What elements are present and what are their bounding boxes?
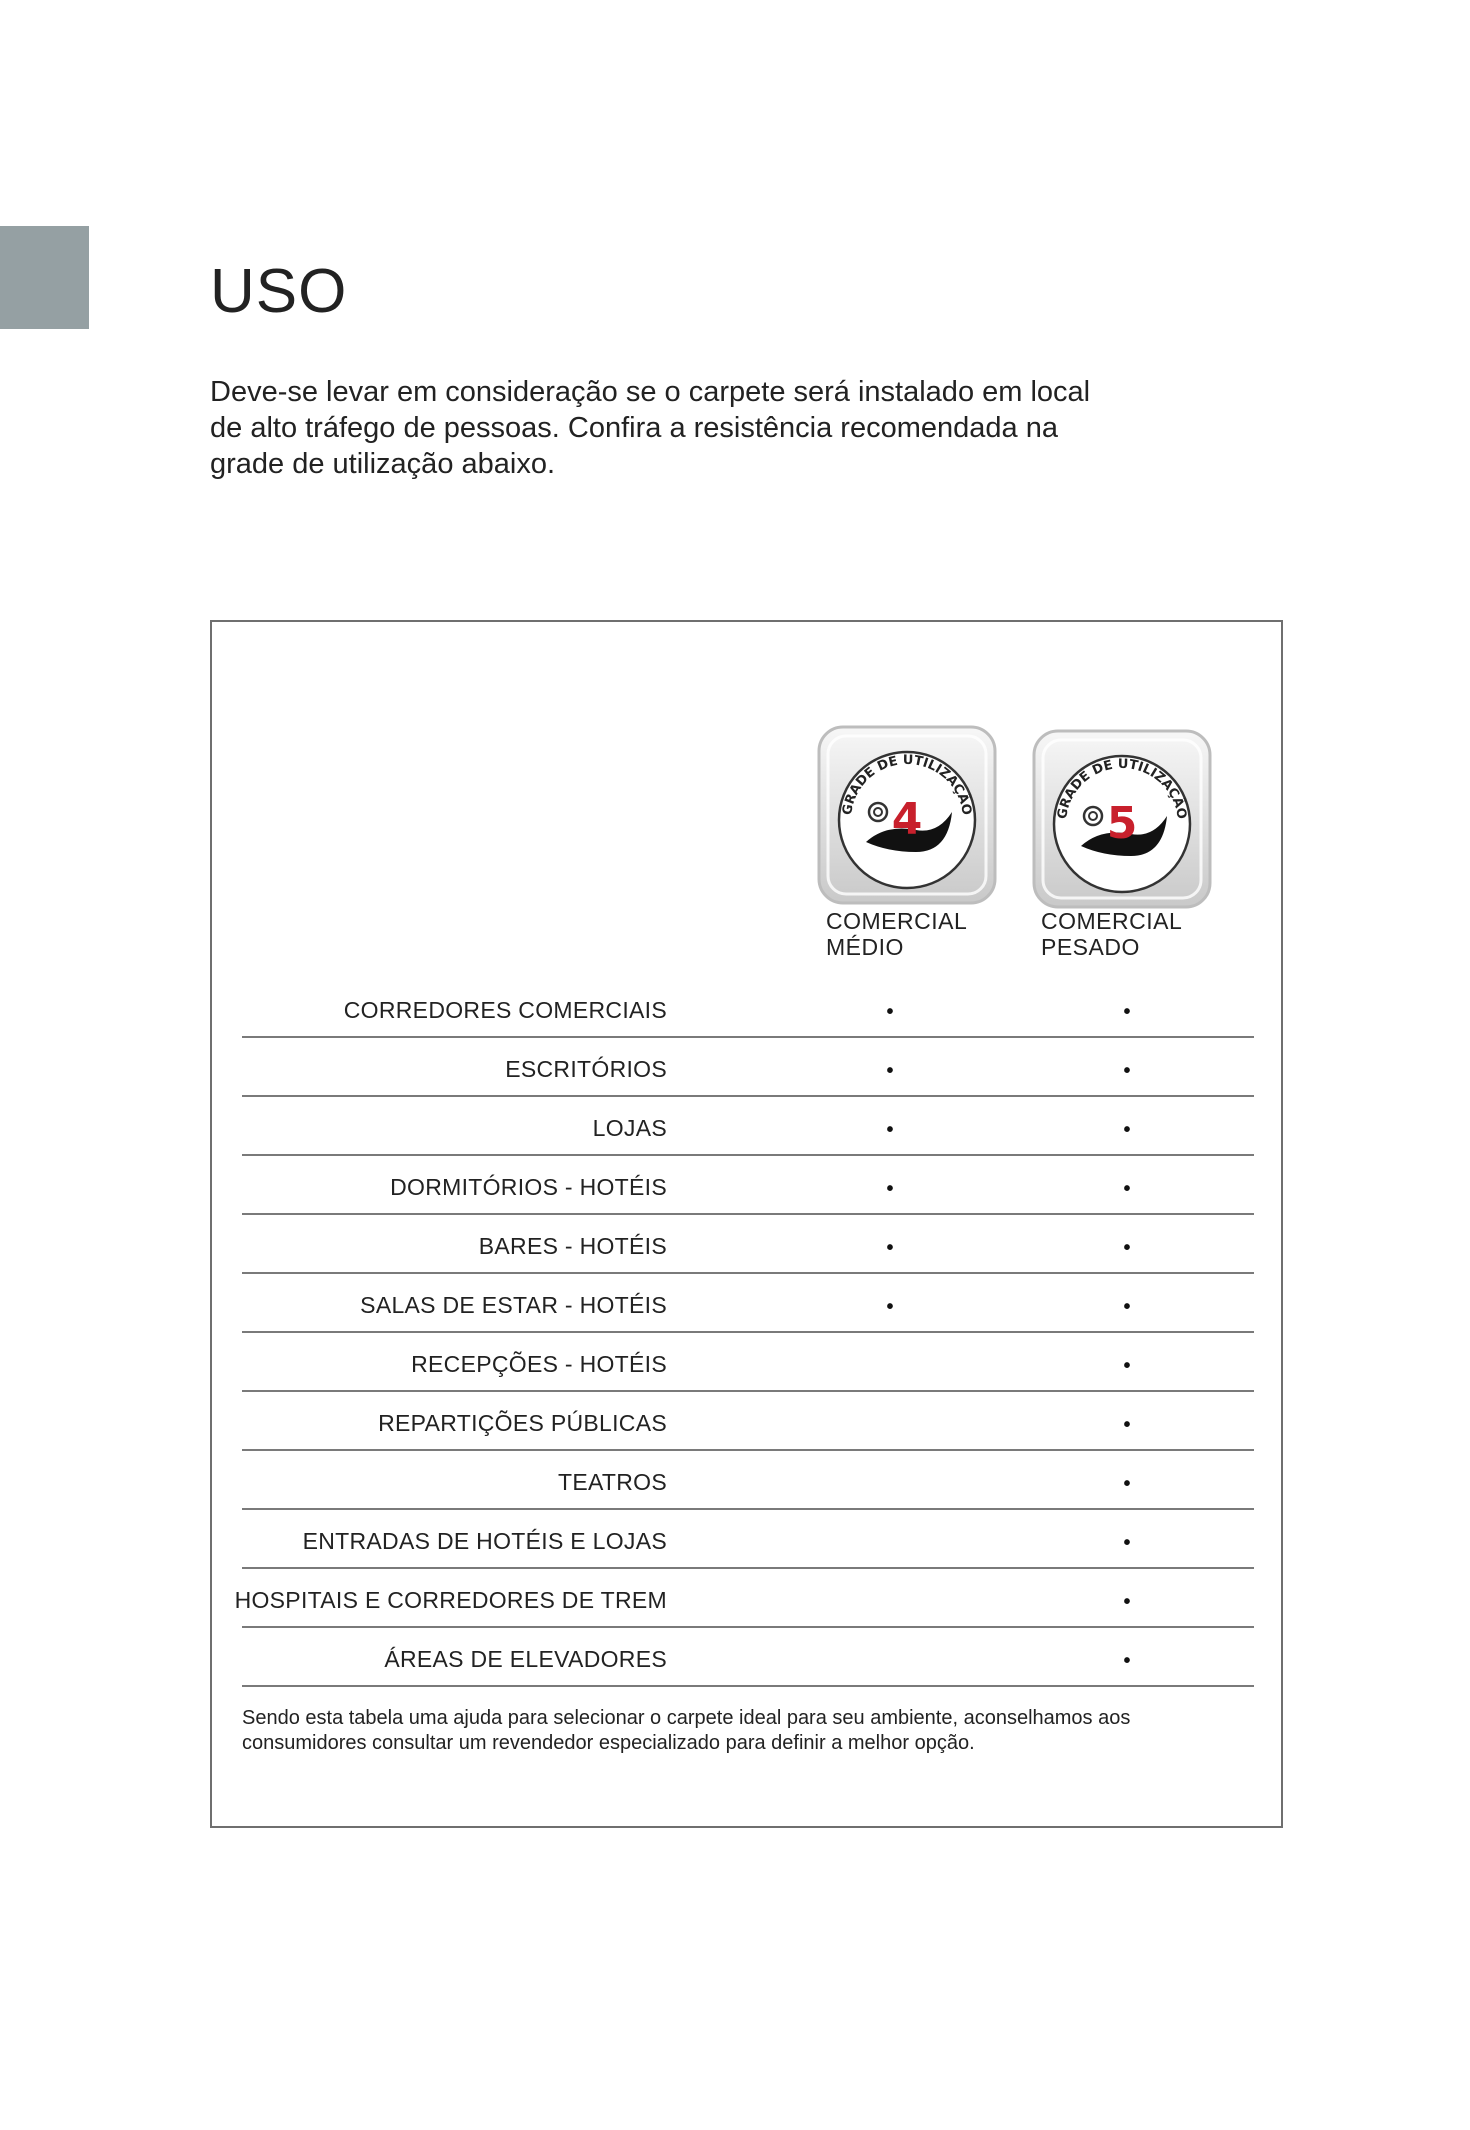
pesado-bullet: • [1123, 1119, 1131, 1141]
column-header-line2: PESADO [1041, 934, 1140, 960]
row-label: TEATROS [557, 1469, 667, 1495]
column-header-line1: COMERCIAL [826, 908, 968, 934]
row-label: ÁREAS DE ELEVADORES [384, 1646, 667, 1672]
table-row [242, 1451, 1254, 1510]
pesado-bullet: • [1123, 1414, 1131, 1436]
pesado-bullet: • [1123, 1178, 1131, 1200]
table-row [242, 1333, 1254, 1392]
pesado-bullet: • [1123, 1296, 1131, 1318]
badge-5-number: 5 [1106, 798, 1138, 849]
usage-table [234, 979, 1254, 1687]
row-label: BARES - HOTÉIS [478, 1233, 667, 1259]
pesado-bullet: • [1123, 1355, 1131, 1377]
column-header-comercial-medio [826, 908, 967, 960]
medio-bullet: • [886, 1060, 894, 1082]
pesado-bullet: • [1123, 1060, 1131, 1082]
medio-bullet: • [886, 1119, 894, 1141]
row-label: DORMITÓRIOS - HOTÉIS [390, 1174, 667, 1200]
intro-paragraph: Deve-se levar em consideração se o carpete será instalado em local de alto tráfego de pessoas. Confira a resistência recomendada na grade de utilização abaixo. [210, 376, 1091, 480]
row-label: CORREDORES COMERCIAIS [343, 997, 667, 1023]
table-row [242, 1628, 1254, 1687]
table-row [242, 1215, 1254, 1274]
usage-grade-4-badge-icon [816, 724, 998, 906]
table-row [242, 1274, 1254, 1333]
badge-4-number: 4 [891, 794, 923, 845]
table-row [242, 1510, 1254, 1569]
row-label: LOJAS [592, 1115, 667, 1141]
row-label: ESCRITÓRIOS [505, 1056, 667, 1082]
pesado-bullet: • [1123, 1650, 1131, 1672]
pesado-bullet: • [1123, 1591, 1131, 1613]
column-header-comercial-pesado [1041, 908, 1182, 960]
table-row [234, 1569, 1254, 1628]
badge-5-arc-text: GRADE DE UTILIZAÇÃO [1055, 756, 1189, 821]
table-row [242, 1392, 1254, 1451]
usage-grade-badge-graphic [1031, 728, 1213, 910]
table-row [242, 979, 1254, 1038]
usage-grid-card [210, 620, 1283, 1828]
row-label: HOSPITAIS E CORREDORES DE TREM [234, 1587, 667, 1613]
usage-grade-5-badge-icon [1031, 728, 1213, 910]
pesado-bullet: • [1123, 1237, 1131, 1259]
pesado-bullet: • [1123, 1473, 1131, 1495]
column-header-line1: COMERCIAL [1041, 908, 1183, 934]
side-tab-marker [0, 226, 89, 329]
medio-bullet: • [886, 1001, 894, 1023]
medio-bullet: • [886, 1296, 894, 1318]
column-header-line2: MÉDIO [826, 934, 904, 960]
pesado-bullet: • [1123, 1532, 1131, 1554]
row-label: RECEPÇÕES - HOTÉIS [411, 1351, 667, 1377]
table-row [242, 1156, 1254, 1215]
pesado-bullet: • [1123, 1001, 1131, 1023]
table-row [242, 1038, 1254, 1097]
badge-4-arc-text: GRADE DE UTILIZAÇÃO [840, 752, 974, 817]
medio-bullet: • [886, 1178, 894, 1200]
page-title: USO [210, 257, 348, 326]
row-label: SALAS DE ESTAR - HOTÉIS [360, 1292, 667, 1318]
row-label: REPARTIÇÕES PÚBLICAS [378, 1410, 667, 1436]
medio-bullet: • [886, 1237, 894, 1259]
table-row [242, 1097, 1254, 1156]
usage-grade-badge-graphic [816, 724, 998, 906]
row-label: ENTRADAS DE HOTÉIS E LOJAS [302, 1528, 667, 1554]
footnote: Sendo esta tabela uma ajuda para selecionar o carpete ideal para seu ambiente, aconselhamos aos consumidores consultar um revendedor especializado para definir a melhor opção. [242, 1707, 1131, 1754]
